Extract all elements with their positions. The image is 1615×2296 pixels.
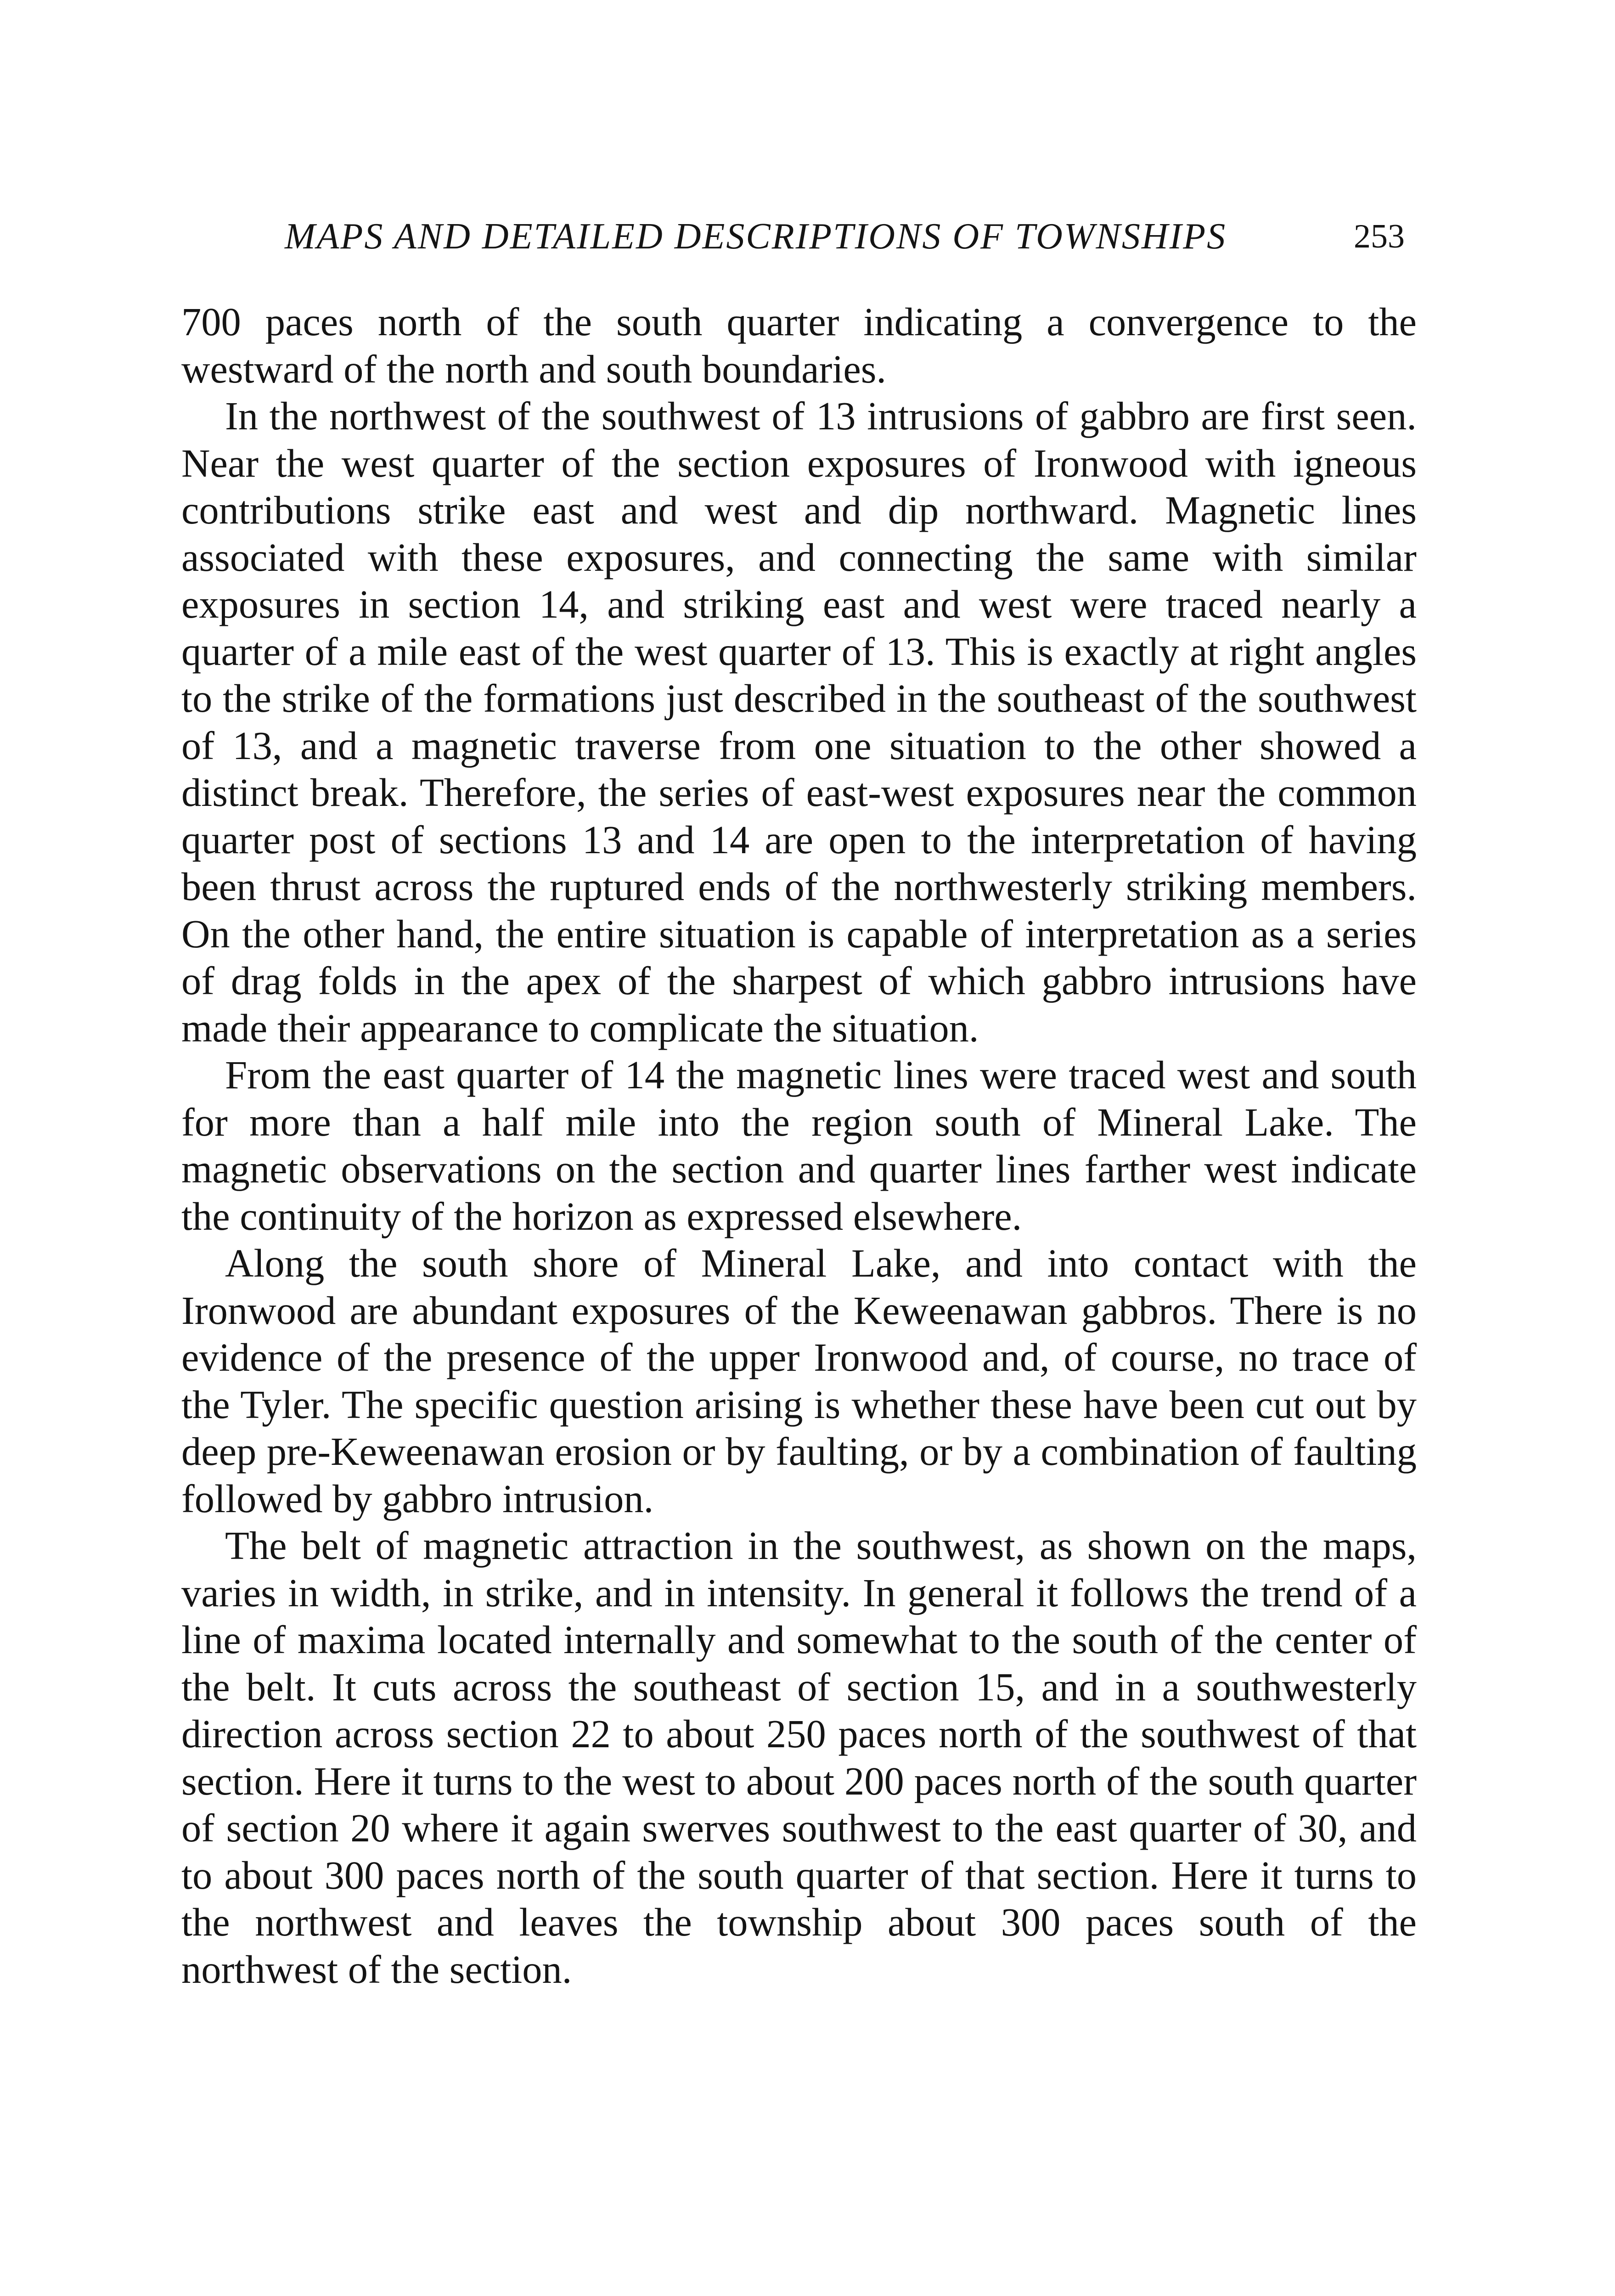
paragraph-mineral-lake: Along the south shore of Mineral Lake, and into contact with the Ironwood are abundant exposures of the Keweenawan gabbros. There is no evidence of the presence of the upper Ironwood and, of course, no trace of the Tyler. The specific question arising is whether these have been cut out by deep pre-Keweenawan erosion or by faulting, or by a combination of faulting followed by gabbro intrusion. — [181, 1241, 1417, 1521]
body-text — [181, 298, 1417, 1993]
paragraph-magnetic-belt: The belt of magnetic attraction in the southwest, as shown on the maps, varies in width, in strike, and in intensity. In general it follows the trend of a line of maxima located internally and somewhat to the south of the center of the belt. It cuts across the southeast of section 15, and in a southwesterly direction across section 22 to about 250 paces north of the southwest of that section. Here it turns to the west to about 200 paces north of the south quarter of section 20 where it again swerves southwest to the east quarter of 30, and to about 300 paces north of the south quarter of that section. Here it turns to the northwest and leaves the township about 300 paces south of the northwest of the section. — [181, 1524, 1417, 1992]
running-head — [0, 209, 1615, 264]
paragraph-gabbro-intrusions: In the northwest of the southwest of 13 intrusions of gabbro are first seen. Near the west quarter of the section exposures of Ironwood with igneous contributions strike east and west and dip northward. Magnetic lines associated with these exposures, and connecting the same with similar exposures in section 14, and striking east and west were traced nearly a quarter of a mile east of the west quarter of 13. This is exactly at right angles to the strike of the formations just described in the southeast of the southwest of 13, and a magnetic traverse from one situation to the other showed a distinct break. Therefore, the series of east-west exposures near the common quarter post of sections 13 and 14 are open to the interpretation of having been thrust across the ruptured ends of the northwesterly striking members. On the other hand, the entire situation is capable of interpretation as a series of drag folds in the apex of the sharpest of which gabbro intrusions have made their appearance to complicate the situation. — [181, 394, 1417, 1050]
paragraph-magnetic-lines: From the east quarter of 14 the magnetic lines were traced west and south for more than a half mile into the region south of Mineral Lake. The magnetic observations on the section and quarter lines farther west indicate the continuity of the horizon as expressed elsewhere. — [181, 1053, 1417, 1238]
page-number: 253 — [1354, 218, 1405, 255]
running-title: MAPS AND DETAILED DESCRIPTIONS OF TOWNSHIPS — [285, 216, 1227, 257]
paragraph-continuation: 700 paces north of the south quarter indicating a convergence to the westward of the north and south boundaries. — [181, 300, 1417, 391]
